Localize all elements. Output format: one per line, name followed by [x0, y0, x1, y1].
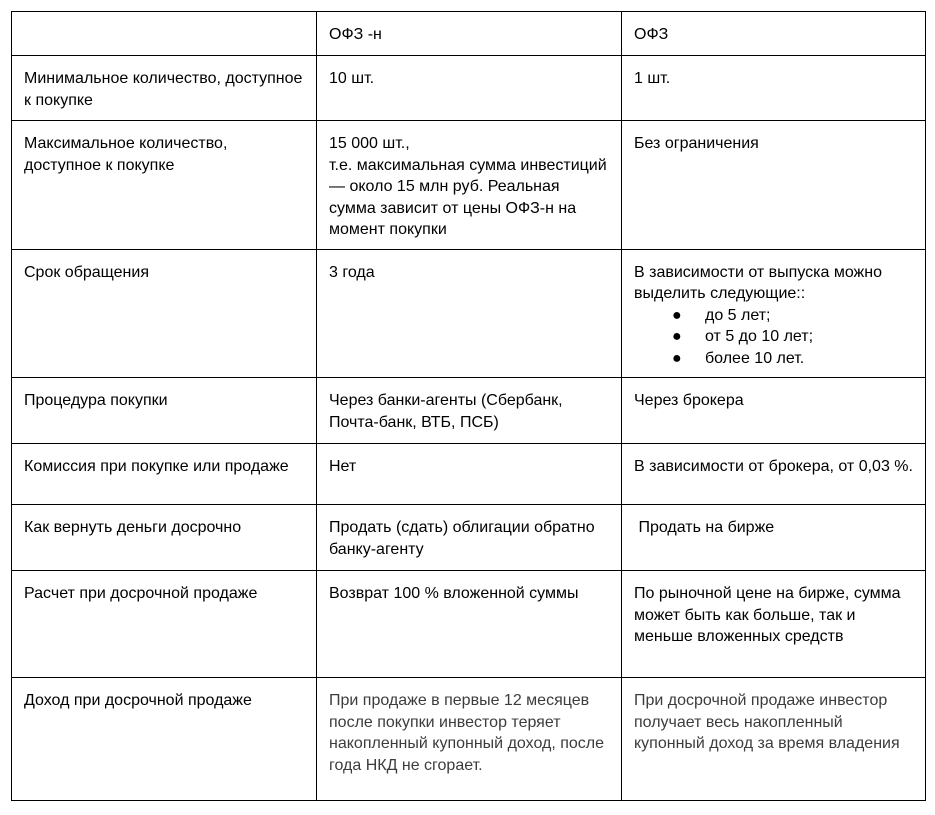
cell-ofz: При досрочной продаже инвестор получает весь накопленный купонный доход за время владения [622, 678, 926, 801]
table-row [12, 678, 926, 801]
table-row [12, 378, 926, 444]
cell-ofz: В зависимости от брокера, от 0,03 %. [622, 444, 926, 505]
table-header-row [12, 12, 926, 56]
cell-ofz-n: Через банки-агенты (Сбербанк, Почта-банк, ВТБ, ПСБ) [317, 378, 622, 444]
term-list [634, 305, 913, 370]
cell-ofz-n: Продать (сдать) облигации обратно банку-агенту [317, 505, 622, 571]
row-label: Комиссия при покупке или продаже [12, 444, 317, 505]
cell-ofz [622, 249, 926, 378]
cell-ofz-intro: В зависимости от выпуска можно выделить следующие:: [634, 263, 882, 302]
comparison-table [11, 11, 926, 801]
table-row [12, 56, 926, 121]
cell-ofz: По рыночной цене на бирже, сумма может быть как больше, так и меньше вложенных средств [622, 571, 926, 678]
cell-ofz-n: Нет [317, 444, 622, 505]
list-item [634, 326, 913, 348]
list-item [634, 305, 913, 327]
cell-ofz-n: Возврат 100 % вложенной суммы [317, 571, 622, 678]
cell-ofz-n-line2: т.е. максимальная сумма инвестиций — около 15 млн руб. Реальная сумма зависит от цены ОФЗ-н на момент покупки [329, 156, 607, 238]
table-row [12, 121, 926, 250]
cell-ofz-n: 10 шт. [317, 56, 622, 121]
cell-ofz-n: При продаже в первые 12 месяцев после покупки инвестор теряет накопленный купонный доход, после года НКД не сгорает. [317, 678, 622, 801]
list-item [634, 348, 913, 370]
cell-ofz-n-line1: 15 000 шт., [329, 135, 410, 152]
cell-ofz: Через брокера [622, 378, 926, 444]
cell-ofz: 1 шт. [622, 56, 926, 121]
list-item-text: более 10 лет. [705, 349, 805, 367]
bullet-icon: ● [672, 349, 682, 367]
row-label: Расчет при досрочной продаже [12, 571, 317, 678]
row-label: Минимальное количество, доступное к покупке [12, 56, 317, 121]
table-row [12, 444, 926, 505]
list-item-text: от 5 до 10 лет; [705, 328, 814, 345]
list-item-text: до 5 лет; [705, 306, 771, 324]
table-row [12, 249, 926, 378]
bullet-icon: ● [672, 328, 682, 345]
cell-ofz: Продать на бирже [622, 505, 926, 571]
table-row [12, 571, 926, 678]
row-label: Доход при досрочной продаже [12, 678, 317, 801]
cell-ofz-n: 3 года [317, 249, 622, 378]
bullet-icon: ● [672, 306, 682, 324]
row-label: Срок обращения [12, 249, 317, 378]
header-cell-ofz: ОФЗ [622, 12, 926, 56]
cell-ofz: Без ограничения [622, 121, 926, 250]
header-cell-ofz-n: ОФЗ -н [317, 12, 622, 56]
row-label: Как вернуть деньги досрочно [12, 505, 317, 571]
header-cell-empty [12, 12, 317, 56]
row-label: Максимальное количество, доступное к покупке [12, 121, 317, 250]
cell-ofz-n [317, 121, 622, 250]
table-row [12, 505, 926, 571]
row-label: Процедура покупки [12, 378, 317, 444]
